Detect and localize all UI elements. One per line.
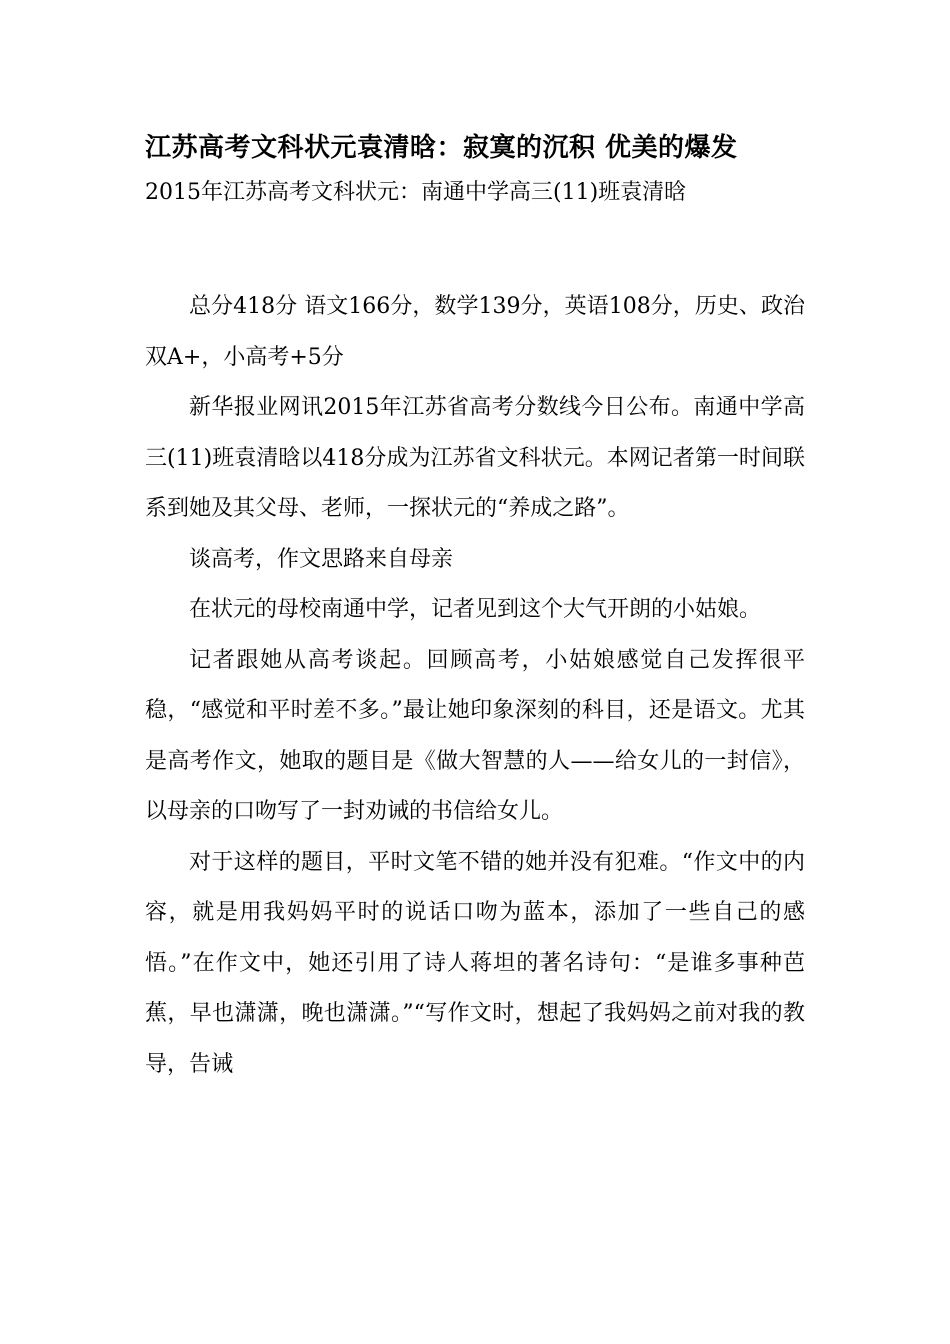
article-title: 江苏高考文科状元袁清晗：寂寞的沉积 优美的爆发 xyxy=(145,133,738,163)
body-paragraph: 记者跟她从高考谈起。回顾高考，小姑娘感觉自己发挥很平稳，“感觉和平时差不多。”最让她印象深刻的科目，还是语文。尤其是高考作文，她取的题目是《做大智慧的人——给女儿的一封信》，以母亲的口吻写了一封劝诫的书信给女儿。 xyxy=(145,647,805,824)
section-heading: 谈高考，作文思路来自母亲 xyxy=(189,546,454,572)
body-paragraph: 在状元的母校南通中学，记者见到这个大气开朗的小姑娘。 xyxy=(189,597,762,622)
document-page xyxy=(145,128,805,1090)
spacer xyxy=(145,212,805,282)
body-paragraph: 对于这样的题目，平时文笔不错的她并没有犯难。“作文中的内容，就是用我妈妈平时的说话口吻为蓝本，添加了一些自己的感悟。”在作文中，她还引用了诗人蒋坦的著名诗句：“是谁多事种芭蕉，早也潇潇，晚也潇潇。”“写作文时，想起了我妈妈之前对我的教导，告诫 xyxy=(145,849,805,1077)
article-subtitle: 2015年江苏高考文科状元：南通中学高三(11)班袁清晗 xyxy=(145,180,687,205)
score-summary-paragraph: 总分418分 语文166分，数学139分，英语108分，历史、政治双A+，小高考+5分 xyxy=(145,294,805,370)
news-intro-paragraph: 新华报业网讯2015年江苏省高考分数线今日公布。南通中学高三(11)班袁清晗以418分成为江苏省文科状元。本网记者第一时间联系到她及其父母、老师，一探状元的“养成之路”。 xyxy=(145,395,805,521)
